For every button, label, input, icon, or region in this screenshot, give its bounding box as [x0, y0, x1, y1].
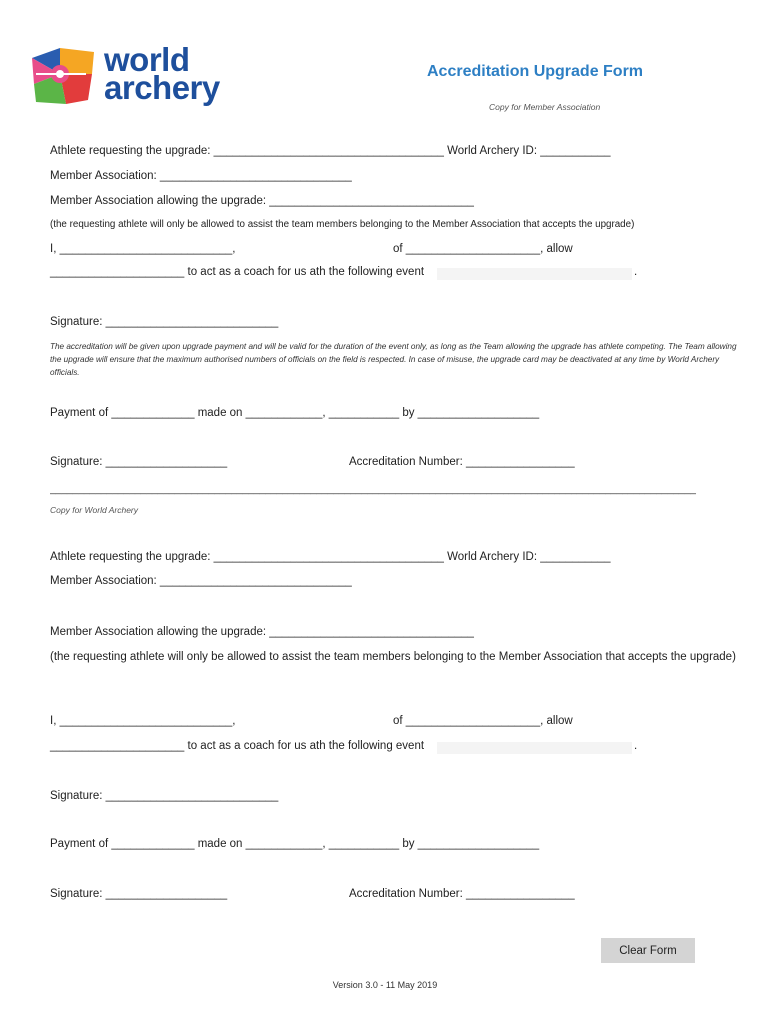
signature-line-2[interactable]: Signature: ___________________: [50, 456, 228, 468]
athlete-line[interactable]: Athlete requesting the upgrade: ____________________________________ World Archery ID: ___________: [50, 145, 611, 157]
world-archery-copy-label: Copy for World Archery: [50, 505, 139, 515]
allowing-association-line[interactable]: Member Association allowing the upgrade: ________________________________: [50, 626, 474, 638]
of-allow-line[interactable]: of _____________________, allow: [393, 243, 573, 255]
version-footer: Version 3.0 - 11 May 2019: [332, 980, 438, 990]
logo-text-archery: archery: [104, 69, 220, 106]
athlete-line[interactable]: Athlete requesting the upgrade: ____________________________________ World Archery ID: ___________: [50, 551, 611, 563]
payment-line[interactable]: Payment of _____________ made on ____________, ___________ by ___________________: [50, 407, 540, 419]
coach-event-line: _____________________ to act as a coach for us ath the following event: [50, 740, 425, 752]
i-name-line[interactable]: I, ___________________________,: [50, 715, 236, 727]
of-allow-line[interactable]: of _____________________, allow: [393, 715, 573, 727]
member-copy-label: Copy for Member Association: [489, 102, 601, 112]
signature-line-2[interactable]: Signature: ___________________: [50, 888, 228, 900]
upgrade-note: (the requesting athlete will only be allowed to assist the team members belonging to the Member Association that accepts the upgrade): [50, 219, 635, 230]
accreditation-number-line[interactable]: Accreditation Number: _________________: [349, 456, 575, 468]
signature-line[interactable]: Signature: ___________________________: [50, 316, 279, 328]
signature-line[interactable]: Signature: ___________________________: [50, 790, 279, 802]
i-name-line[interactable]: I, ___________________________,: [50, 243, 236, 255]
world-archery-logo: [30, 41, 230, 108]
allowing-association-line[interactable]: Member Association allowing the upgrade: ________________________________: [50, 195, 474, 207]
accreditation-number-line[interactable]: Accreditation Number: _________________: [349, 888, 575, 900]
event-period: .: [634, 740, 638, 752]
clear-form-button[interactable]: Clear Form: [601, 938, 695, 963]
payment-line[interactable]: Payment of _____________ made on ____________, ___________ by ___________________: [50, 838, 540, 850]
event-field[interactable]: [437, 742, 632, 754]
member-association-line[interactable]: Member Association: ______________________________: [50, 170, 352, 182]
cut-separator: __________________________________________________________________________________________________________________: [50, 484, 696, 495]
coach-event-line: _____________________ to act as a coach for us ath the following event: [50, 266, 425, 278]
logo-text-world: world: [104, 41, 190, 78]
disclaimer-text: The accreditation will be given upon upgrade payment and will be valid for the duration of the event only, as long as the Team allowing the upgrade has athlete competing. The Team allowing the upgrade will ensure that the maximum authorised numbers of officials on the field is respected. In case of misuse, the upgrade card may be deactivated at any time by World Archery officials.: [50, 342, 737, 377]
logo-mark-icon: [30, 44, 100, 108]
member-association-line[interactable]: Member Association: ______________________________: [50, 575, 352, 587]
page-title: Accreditation Upgrade Form: [427, 63, 644, 80]
upgrade-note: (the requesting athlete will only be allowed to assist the team members belonging to the Member Association that accepts the upgrade): [50, 651, 736, 663]
event-period: .: [634, 266, 638, 278]
event-field[interactable]: [437, 268, 632, 280]
